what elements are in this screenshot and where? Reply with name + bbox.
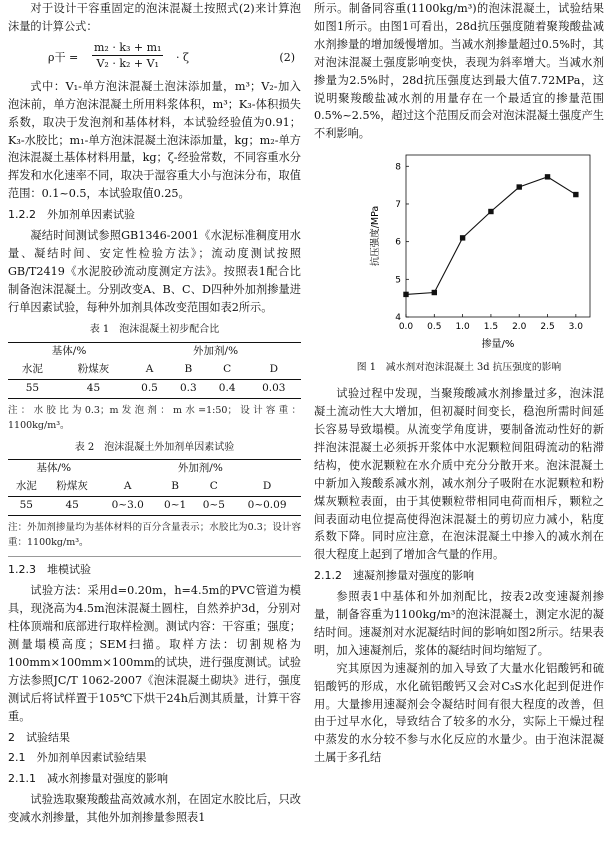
table1-header: A (130, 361, 169, 380)
paragraph-discussion: 试验过程中发现，当聚羧酸减水剂掺量过多，泡沫混凝土流动性大大增加，但初凝时间变长，稳泡所需时间延长容易导致塌模。从流变学角度讲，要制备流动性好的新拌泡沫混凝土必须拆开浆体中水泥颗粒间阻碍流动的粘滞结构，使水泥颗粒在水介质中充分分散开来。泡沫混凝土中新加入羧酸系减水剂，减水剂分子吸附在水泥颗粒和粉煤灰颗粒表面，由于其使颗粒带相同电荷而相斥，颗粒之间表面动电位提高使得泡沫混凝土的剪切应力减小，粘度系数下降。同时应注意，在泡沫混凝土中掺入的减水剂在很大程度上起到了增加含气量的作用。 (314, 387, 604, 562)
heading-2-1: 2.1 外加剂单因素试验结果 (8, 751, 147, 765)
paragraph-results: 所示。制备同容重(1100kg/m³)的泡沫混凝土，试验结果如图1所示。由图1可看出，28d抗压强度随着聚羧酸盐减水剂掺量的增加缓慢增加。当减水剂掺量超过0.5%时，其对泡沫混凝土强度影响变快，表现为斜率增大。当减水剂掺量为2.5%时，28d抗压强度达到最大值7.72MPa，这说明聚羧酸盐减水剂的用量存在一个最适宜的掺量范围0.5%~2.5%，超过这个范围反而会对泡沫混凝土强度产生不利影响。 (314, 2, 604, 141)
table1-cell: 0.3 (169, 379, 208, 398)
x-tick-label: 1.0 (455, 322, 470, 333)
data-point (545, 174, 550, 179)
table2-group-matrix: 基体/% (8, 460, 100, 479)
formula-number: (2) (279, 50, 295, 64)
table1-group-matrix: 基体/% (8, 342, 130, 361)
paragraph-1-2-2: 凝结时间测试参照GB1346-2001《水泥标准稠度用水量、凝结时间、安定性检验方法》；流动度测试按照GB/T2419《水泥胶砂流动度测定方法》。按照表1配合比制备泡沫混凝土。分别改变A、B、C、D四种外加剂掺量进行单因素试验，每种外加剂具体改变范围如表2所示。 (8, 229, 301, 314)
data-point (460, 235, 465, 240)
table2-cell: 45 (45, 497, 100, 516)
data-point (573, 192, 578, 197)
table1-header: C (208, 361, 247, 380)
paragraph-intro: 对于设计干容重固定的泡沫混凝土按照式(2)来计算泡沫量的计算公式： (8, 2, 301, 33)
table2-header: A (100, 478, 156, 497)
paragraph-symbols: 式中：V₁-单方泡沫混凝土泡沫添加量，m³；V₂-加入泡沫前，单方泡沫混凝土所用料浆体积，m³；K₃-体积损失系数，取决于发泡剂和基体材料，本试验经验值为0.91；K₃-水胶比；m₁-单方泡沫混凝土泡沫添加量，kg；m₂-单方泡沫混凝土基体材料用量，kg；ζ-经验常数，不同容重水分挥发和水化速率不同，取决于湿容重大小与泡沫分布，取值范围：0.1~0.5，本试验取值0.25。 (8, 79, 301, 201)
table1-cell: 45 (57, 379, 130, 398)
heading-2-1-1: 2.1.1 减水剂掺量对强度的影响 (8, 772, 168, 786)
table2-cell: 0~5 (194, 497, 233, 516)
formula-fraction (92, 40, 163, 72)
heading-2: 2 试验结果 (8, 730, 70, 744)
left-column (8, 0, 301, 827)
y-tick-label: 4 (395, 313, 401, 324)
table1-cell: 0.5 (130, 379, 169, 398)
chart-xlabel: 掺量/% (481, 339, 515, 351)
table2-cell: 0~1 (156, 497, 195, 516)
table2-header: D (233, 478, 301, 497)
figure-1-caption: 图 1 减水剂对泡沫混凝土 3d 抗压强度的影响 (356, 362, 562, 374)
formula-numerator: m₂ · k₃ + m₁ (94, 40, 162, 54)
data-point (403, 292, 408, 297)
formula-tail: · ζ (176, 50, 189, 64)
table-2 (8, 459, 301, 516)
paragraph-1-2-3: 试验方法：采用d=0.20m，h=4.5m的PVC管道为模具，现浇高为4.5m泡沫混凝土圆柱，自然养护3d，分别对柱体顶端和底部进行取样检测。测试内容：干容重；强度；测量塌模高度；SEM扫描。取样方法：切割规格为100mm×100mm×100mm的试块，进行强度测试。试验方法参照JC/T 1062-2007《泡沫混凝土砌块》进行，强度测试后将试样置于105℃下烘干24h后测其质量，计算干容重。 (8, 584, 301, 723)
table1-note: 注：水胶比为0.3；m发泡剂：m水=1:50；设计容重：1100kg/m³。 (8, 404, 301, 431)
heading-1-2-2: 1.2.2 外加剂单因素试验 (8, 208, 135, 222)
y-tick-label: 6 (395, 237, 401, 248)
table1-header: B (169, 361, 208, 380)
table1-cell: 55 (8, 379, 57, 398)
table-1 (8, 342, 301, 399)
table1-header: D (247, 361, 301, 380)
table1-cell: 0.03 (247, 379, 301, 398)
formula-2 (8, 40, 301, 74)
data-point (517, 185, 522, 190)
x-tick-label: 3.0 (568, 322, 584, 333)
table2-cell: 0~0.09 (233, 497, 301, 516)
heading-2-1-2: 2.1.2 速凝剂掺量对强度的影响 (314, 569, 474, 583)
x-tick-label: 0.0 (398, 322, 414, 333)
x-tick-label: 2.5 (540, 322, 555, 333)
table2-cell: 0~3.0 (100, 497, 156, 516)
table1-group-admixture: 外加剂/% (130, 342, 301, 361)
figure-1 (314, 145, 604, 355)
table2-header: B (156, 478, 195, 497)
table2-group-admixture: 外加剂/% (100, 460, 301, 479)
table1-caption: 表 1 泡沫混凝土初步配合比 (89, 323, 220, 335)
table2-header: C (194, 478, 233, 497)
chart-ticks (395, 163, 583, 333)
table2-cell: 55 (8, 497, 45, 516)
x-tick-label: 1.5 (483, 322, 499, 333)
y-tick-label: 8 (395, 162, 401, 173)
table2-note: 注：外加剂掺量均为基体材料的百分含量表示；水胶比为0.3；设计容重：1100kg/m³。 (8, 522, 301, 549)
chart-ylabel: 抗压强度/MPa (370, 205, 381, 267)
paragraph-2-1-1: 试验选取聚羧酸盐高效减水剂，在固定水胶比后，只改变减水剂掺量，其他外加剂掺量参照表1 (8, 793, 301, 825)
data-point (488, 209, 493, 214)
paragraph-mechanism: 究其原因为速凝剂的加入导致了大量水化铝酸钙和硫铝酸钙的形成，水化硫铝酸钙又会对C₃S水化起到促进作用。大量掺用速凝剂会令凝结时间有很大程度的改善，但由于过早水化，导致结合了较多的水分，实际上干燥过程中蒸发的水分较不参与水化反应的水量少。由于泡沫混凝土属于多孔结 (314, 661, 604, 765)
table2-header: 水泥 (8, 478, 45, 497)
series-line (406, 177, 576, 295)
formula-lhs: ρ干 = (48, 50, 79, 64)
table1-header: 粉煤灰 (57, 361, 130, 380)
table2-header: 粉煤灰 (45, 478, 100, 497)
y-tick-label: 5 (395, 275, 401, 286)
chart-series (403, 174, 578, 297)
table1-cell: 0.4 (208, 379, 247, 398)
x-tick-label: 2.0 (512, 322, 527, 333)
y-tick-label: 7 (395, 200, 401, 211)
x-tick-label: 0.5 (427, 322, 442, 333)
table1-header: 水泥 (8, 361, 57, 380)
paragraph-2-1-2: 参照表1中基体和外加剂配比，按表2改变速凝剂掺量，制备容重为1100kg/m³的泡沫混凝土，测定水泥的凝结时间。速凝剂对水泥凝结时间的影响如图2所示。结果表明，加入速凝剂后，浆体的凝结时间均缩短了。 (314, 590, 604, 657)
heading-1-2-3: 1.2.3 堆模试验 (8, 563, 91, 577)
divider (8, 556, 301, 557)
data-point (432, 290, 437, 295)
table2-caption: 表 2 泡沫混凝土外加剂单因素试验 (74, 441, 235, 453)
formula-denominator: V₂ · k₂ + V₁ (96, 56, 159, 70)
right-column (314, 0, 604, 767)
strength-chart (314, 145, 604, 355)
